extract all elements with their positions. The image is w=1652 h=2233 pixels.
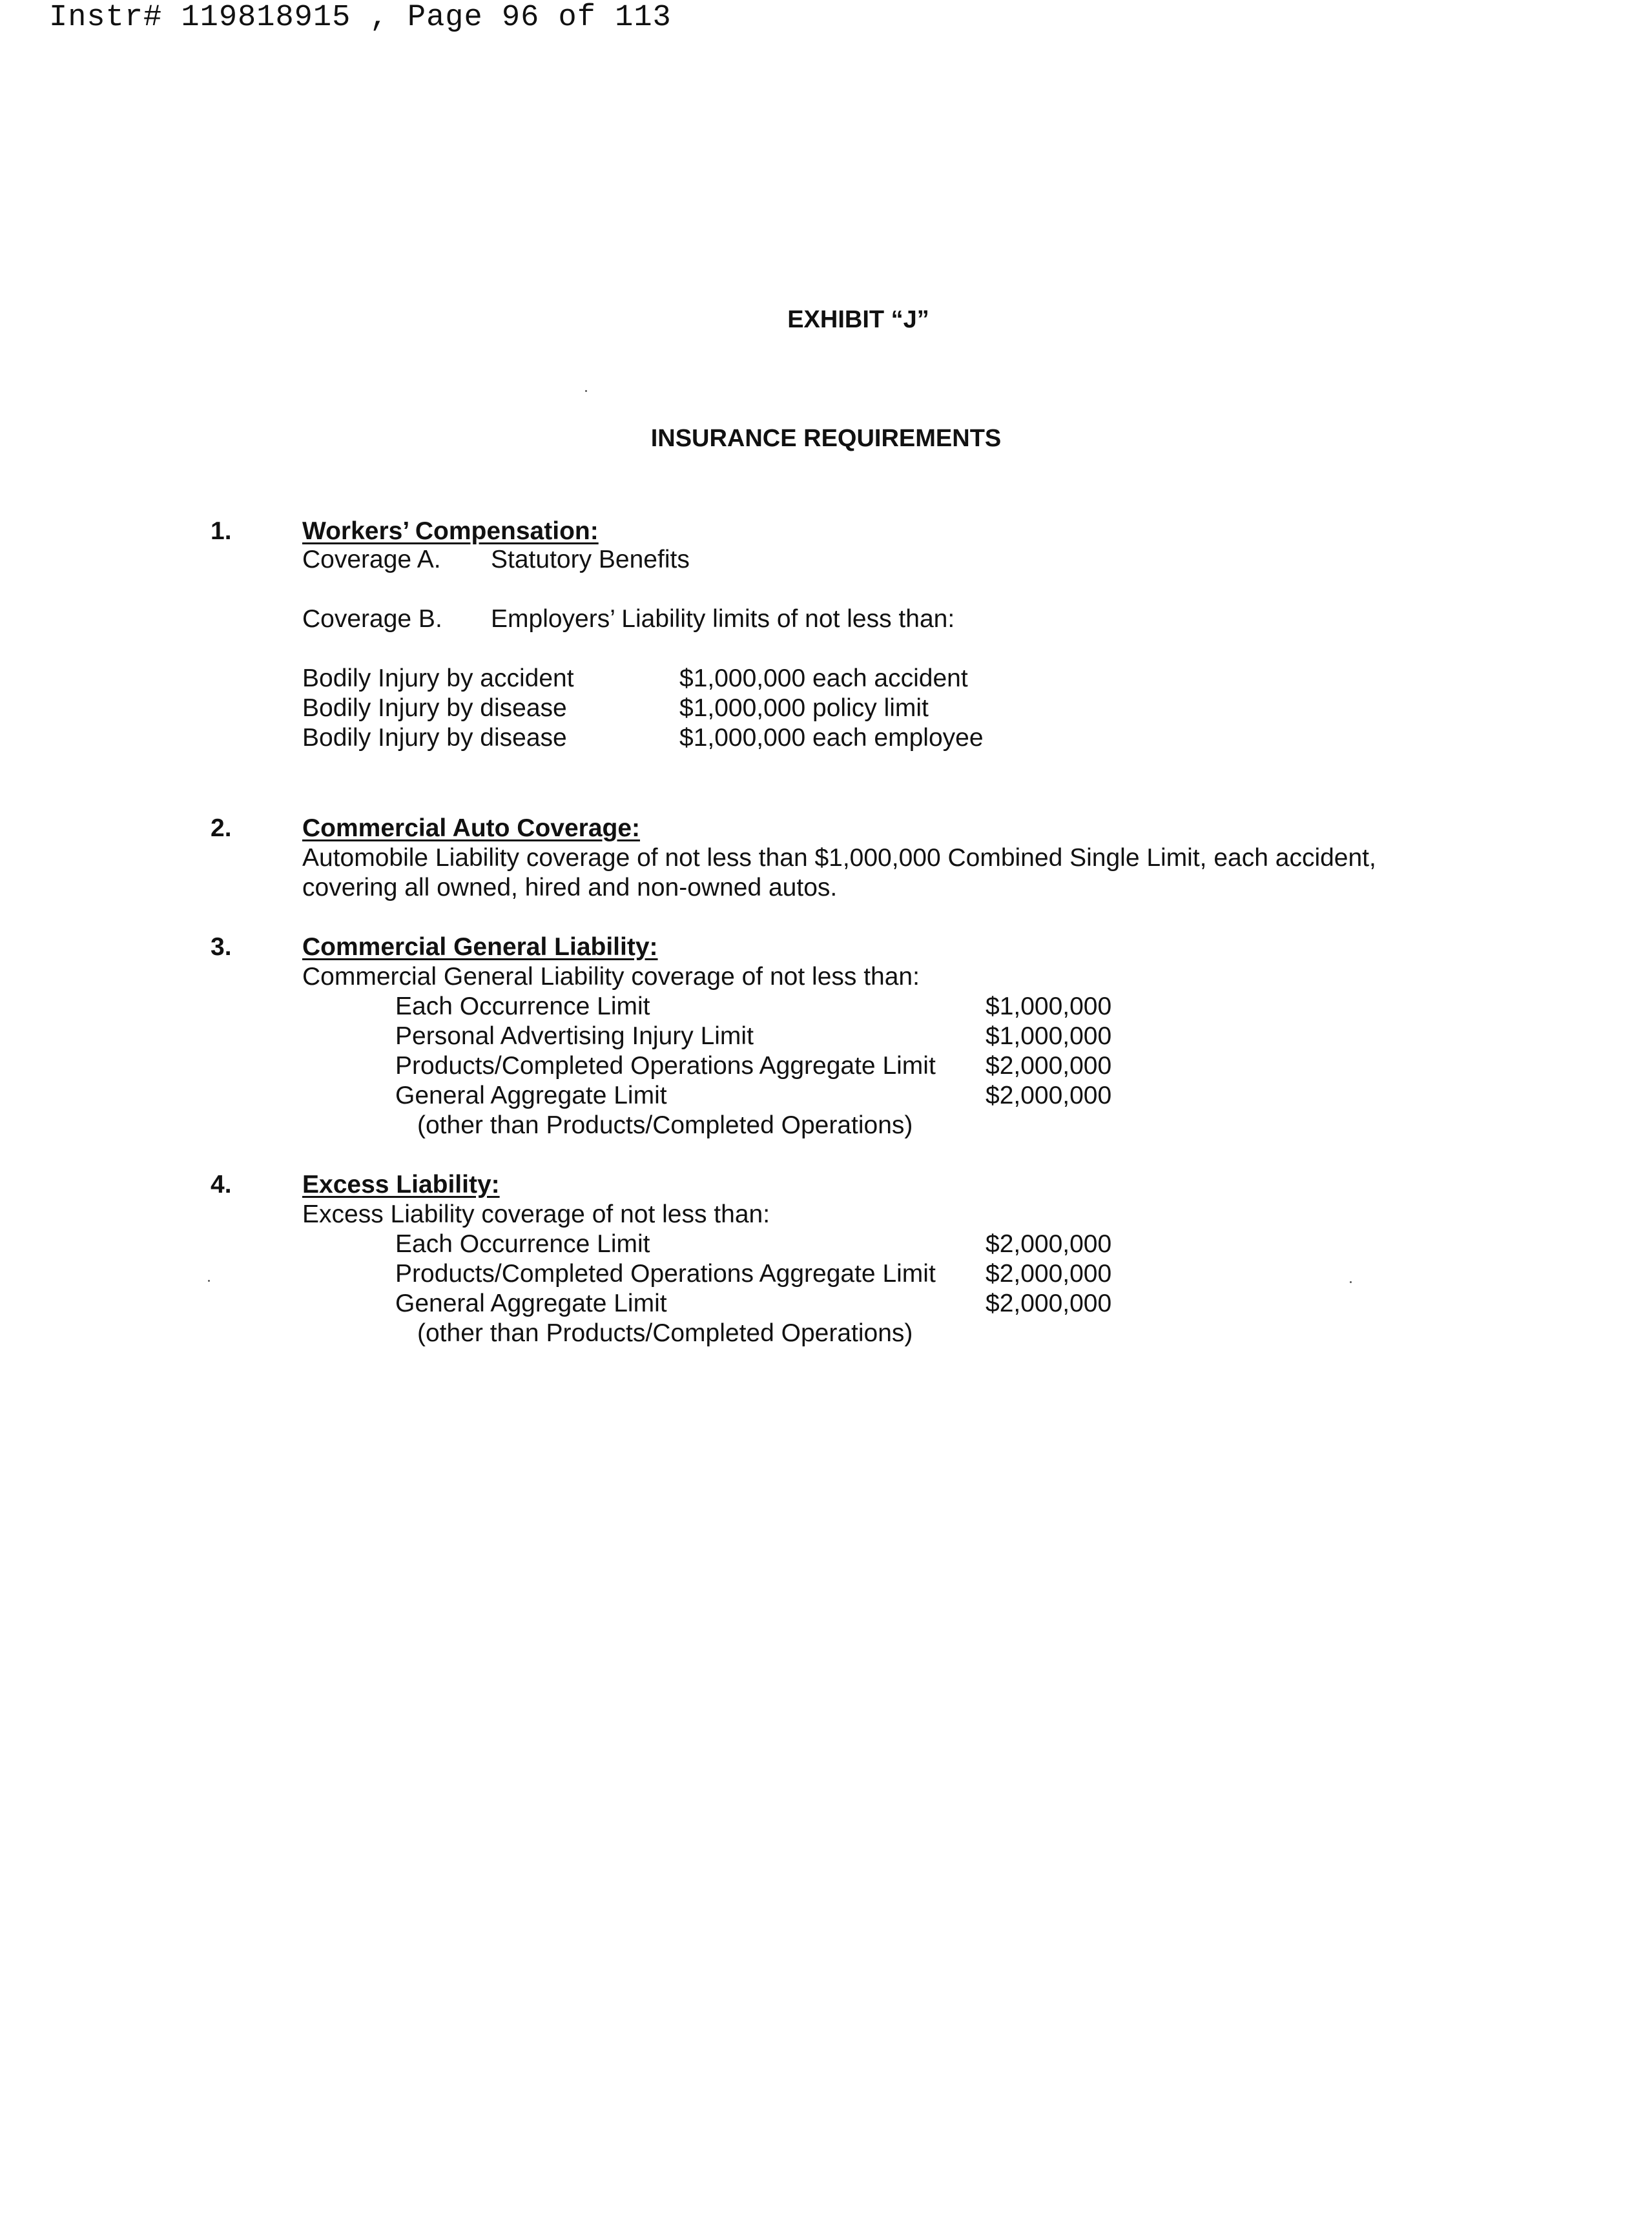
section-text: Automobile Liability coverage of not less than $1,000,000 Combined Single Limit, each accident, <box>302 844 1376 872</box>
section-intro: Commercial General Liability coverage of not less than: <box>302 963 920 991</box>
section-text: covering all owned, hired and non-owned autos. <box>302 874 838 901</box>
limit-label: Products/Completed Operations Aggregate Limit <box>395 1260 936 1288</box>
limit-label: Bodily Injury by disease <box>302 724 567 752</box>
scan-speck <box>208 1280 210 1282</box>
limit-value: $2,000,000 <box>986 1082 1112 1109</box>
exhibit-title: EXHIBIT “J” <box>787 306 929 333</box>
limit-note: (other than Products/Completed Operations) <box>417 1319 913 1347</box>
coverage-a-label: Coverage A. <box>302 546 441 573</box>
limit-value: $1,000,000 policy limit <box>679 694 929 722</box>
coverage-a-value: Statutory Benefits <box>491 546 690 573</box>
section-heading: Workers’ Compensation: <box>302 517 599 545</box>
limit-label: Each Occurrence Limit <box>395 1230 650 1258</box>
limit-value: $1,000,000 <box>986 1022 1112 1050</box>
section-number: 3. <box>211 933 232 961</box>
instrument-header: Instr# 119818915 , Page 96 of 113 <box>49 1 672 35</box>
scan-speck <box>585 390 587 392</box>
limit-value: $1,000,000 <box>986 993 1112 1020</box>
coverage-b-value: Employers’ Liability limits of not less than: <box>491 605 955 633</box>
limit-value: $2,000,000 <box>986 1230 1112 1258</box>
limit-value: $2,000,000 <box>986 1052 1112 1080</box>
section-number: 4. <box>211 1171 232 1199</box>
section-number: 1. <box>211 517 232 545</box>
limit-value: $1,000,000 each employee <box>679 724 984 752</box>
section-intro: Excess Liability coverage of not less than: <box>302 1200 770 1228</box>
page-subtitle: INSURANCE REQUIREMENTS <box>650 425 1002 452</box>
section-heading: Commercial Auto Coverage: <box>302 814 641 842</box>
limit-label: Personal Advertising Injury Limit <box>395 1022 754 1050</box>
coverage-b-label: Coverage B. <box>302 605 442 633</box>
limit-label: Each Occurrence Limit <box>395 993 650 1020</box>
section-number: 2. <box>211 814 232 842</box>
limit-label: General Aggregate Limit <box>395 1082 667 1109</box>
scan-speck <box>1350 1281 1352 1283</box>
limit-label: General Aggregate Limit <box>395 1290 667 1317</box>
limit-value: $1,000,000 each accident <box>679 664 968 692</box>
section-heading: Excess Liability: <box>302 1171 500 1199</box>
limit-label: Products/Completed Operations Aggregate Limit <box>395 1052 936 1080</box>
limit-label: Bodily Injury by accident <box>302 664 574 692</box>
limit-value: $2,000,000 <box>986 1290 1112 1317</box>
limit-label: Bodily Injury by disease <box>302 694 567 722</box>
limit-value: $2,000,000 <box>986 1260 1112 1288</box>
limit-note: (other than Products/Completed Operations) <box>417 1111 913 1139</box>
section-heading: Commercial General Liability: <box>302 933 658 961</box>
